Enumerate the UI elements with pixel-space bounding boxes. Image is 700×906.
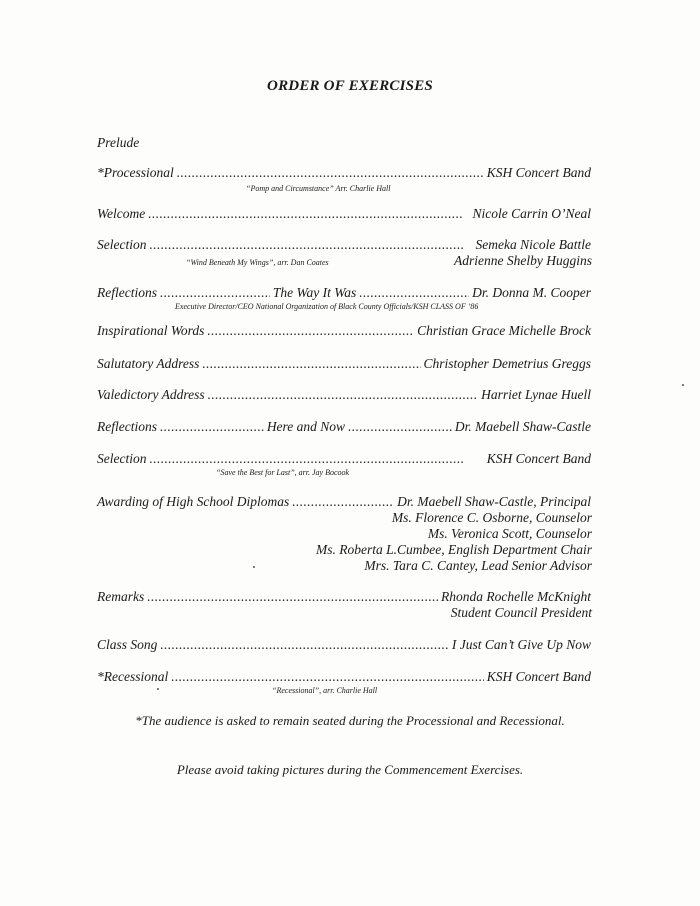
valedictory-performer: Harriet Lynae Huell bbox=[481, 387, 591, 402]
selection-note-1: “Wind Beneath My Wings”, arr. Dan Coates bbox=[186, 258, 329, 267]
leader-dots bbox=[202, 356, 420, 372]
reflections-label: Reflections bbox=[97, 285, 157, 300]
recessional-line bbox=[97, 669, 591, 685]
diplomas-presenter: Ms. Florence C. Osborne, Counselor bbox=[391, 510, 592, 525]
leader-dots bbox=[359, 285, 469, 301]
seating-footnote: *The audience is asked to remain seated during the Processional and Recessional. bbox=[135, 713, 565, 728]
prelude-label: Prelude bbox=[97, 135, 140, 150]
leader-dots bbox=[171, 669, 484, 685]
reflections-performer: Dr. Donna M. Cooper bbox=[472, 285, 592, 300]
salutatory-line bbox=[97, 356, 591, 372]
leader-dots bbox=[148, 206, 469, 222]
processional-line bbox=[97, 165, 591, 181]
inspirational-label: Inspirational Words bbox=[97, 323, 205, 338]
diplomas-label: Awarding of High School Diplomas bbox=[97, 494, 290, 509]
leader-dots bbox=[207, 323, 414, 339]
diplomas-line bbox=[97, 494, 591, 510]
leader-dots bbox=[160, 285, 270, 301]
reflections-piece: The Way It Was bbox=[272, 285, 357, 300]
recessional-performer: KSH Concert Band bbox=[486, 669, 591, 684]
remarks-line bbox=[97, 589, 591, 605]
inspirational-performer: Christian Grace Michelle Brock bbox=[417, 323, 591, 338]
leader-dots bbox=[292, 494, 394, 510]
scan-speck bbox=[253, 566, 255, 568]
remarks-label: Remarks bbox=[97, 589, 145, 604]
reflections-piece: Here and Now bbox=[266, 419, 346, 434]
scan-speck bbox=[157, 688, 159, 690]
inspirational-line bbox=[97, 323, 591, 339]
selection-note-2: “Save the Best for Last”, arr. Jay Bocook bbox=[216, 468, 350, 477]
valedictory-label: Valedictory Address bbox=[97, 387, 205, 402]
diplomas-presenter: Mrs. Tara C. Cantey, Lead Senior Advisor bbox=[364, 558, 592, 573]
selection-performer: KSH Concert Band bbox=[486, 451, 591, 466]
selection-label: Selection bbox=[97, 237, 147, 252]
selection-performer: Semeka Nicole Battle bbox=[475, 237, 591, 252]
leader-dots bbox=[160, 637, 448, 653]
prelude-line bbox=[97, 135, 591, 151]
leader-dots bbox=[348, 419, 452, 435]
leader-dots bbox=[160, 419, 264, 435]
leader-dots bbox=[177, 165, 484, 181]
selection-label: Selection bbox=[97, 451, 147, 466]
reflections-label: Reflections bbox=[97, 419, 157, 434]
welcome-line bbox=[97, 206, 591, 222]
processional-performer: KSH Concert Band bbox=[486, 165, 591, 180]
class-song-title: I Just Can’t Give Up Now bbox=[451, 637, 591, 652]
selection-performer-2: Adrienne Shelby Huggins bbox=[454, 253, 592, 268]
processional-note: “Pomp and Circumstance” Arr. Charlie Hall bbox=[246, 184, 391, 193]
leader-dots bbox=[149, 451, 483, 467]
salutatory-performer: Christopher Demetrius Greggs bbox=[423, 356, 591, 371]
valedictory-line bbox=[97, 387, 591, 403]
remarks-role: Student Council President bbox=[450, 605, 592, 620]
leader-dots bbox=[147, 589, 438, 605]
selection-line-2 bbox=[97, 451, 591, 467]
selection-line-1 bbox=[97, 237, 591, 253]
photo-notice: Please avoid taking pictures during the Commencement Exercises. bbox=[176, 762, 524, 777]
reflections-line-2 bbox=[97, 419, 591, 435]
class-song-label: Class Song bbox=[97, 637, 158, 652]
salutatory-label: Salutatory Address bbox=[97, 356, 200, 371]
diplomas-presenter: Ms. Veronica Scott, Counselor bbox=[427, 526, 592, 541]
diplomas-presenter: Dr. Maebell Shaw-Castle, Principal bbox=[397, 494, 591, 509]
class-song-line bbox=[97, 637, 591, 653]
reflections-line-1 bbox=[97, 285, 591, 301]
processional-label: *Processional bbox=[97, 165, 174, 180]
recessional-note: “Recessional”, arr. Charlie Hall bbox=[272, 686, 378, 695]
remarks-performer: Rhonda Rochelle McKnight bbox=[441, 589, 591, 604]
recessional-label: *Recessional bbox=[97, 669, 169, 684]
reflections-performer: Dr. Maebell Shaw-Castle bbox=[454, 419, 592, 434]
page-title: ORDER OF EXERCISES bbox=[267, 78, 433, 94]
leader-dots bbox=[208, 387, 479, 403]
scan-speck bbox=[682, 384, 684, 386]
leader-dots bbox=[149, 237, 472, 253]
reflections-note-1: Executive Director/CEO National Organization of Black County Officials/KSH CLASS OF ’86 bbox=[175, 302, 479, 311]
welcome-performer: Nicole Carrin O’Neal bbox=[472, 206, 591, 221]
welcome-label: Welcome bbox=[97, 206, 146, 221]
diplomas-presenter: Ms. Roberta L.Cumbee, English Department Chair bbox=[316, 542, 592, 557]
